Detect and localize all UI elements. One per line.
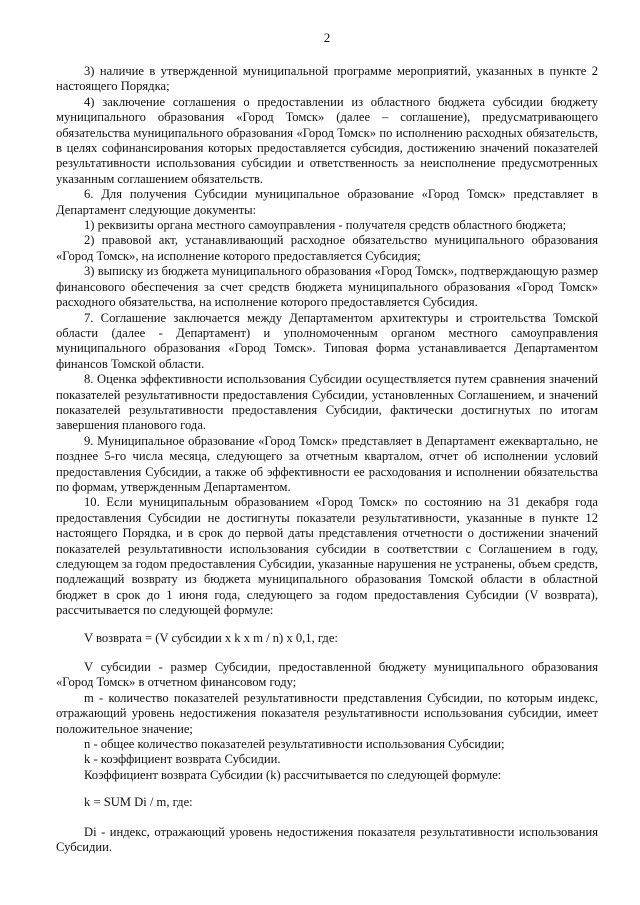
formula-k: k = SUM Di / m, где: — [84, 795, 193, 810]
definition-n: n - общее количество показателей результативности использования Субсидии; — [84, 737, 505, 752]
document-list-item-3: 3) выписку из бюджета муниципального образования «Город Томск», подтверждающую размер финансового обеспечения за счет средств бюджета муниципального образования «Город Томск» расходного обязательства, на исполнение которого предоставляется Субсидия. — [56, 264, 598, 310]
definition-v-subsidy: V субсидии - размер Субсидии, предоставленной бюджету муниципального образования «Город Томск» в отчетном финансовом году; — [56, 660, 598, 690]
document-list-item-1: 1) реквизиты органа местного самоуправления - получателя средств областного бюджета; — [84, 218, 567, 233]
document-page — [56, 30, 598, 856]
paragraph-8: 8. Оценка эффективности использования Субсидии осуществляется путем сравнения значений показателей результативности предоставления Субсидии, установленных Соглашением, и значений показателей результативности предоставления Субсидии, фактически достигнутых по итогам завершения планового года. — [56, 372, 598, 433]
paragraph-6: 6. Для получения Субсидии муниципальное образование «Город Томск» представляет в Департамент следующие документы: — [56, 187, 598, 217]
paragraph-7: 7. Соглашение заключается между Департаментом архитектуры и строительства Томской области (далее - Департамент) и уполномоченным органом местного самоуправления муниципального образования «Город Томск». Типовая форма устанавливается Департаментом финансов Томской области. — [56, 310, 598, 371]
paragraph-item-3: 3) наличие в утвержденной муниципальной программе мероприятий, указанных в пункте 2 настоящего Порядка; — [56, 64, 598, 94]
paragraph-10: 10. Если муниципальным образованием «Город Томск» по состоянию на 31 декабря года предоставления Субсидии не достигнуты показатели результативности, указанные в пункте 12 настоящего Порядка, и в срок до первой даты представления отчетности о достижении значений показателей результативности использования субсидии в соответствии с Соглашением в году, следующем за годом предоставления Субсидии, указанные нарушения не устранены, объем средств, подлежащий возврату из бюджета муниципального образования Томской области в областной бюджет в срок до 1 июня года, следующего за годом предоставления Субсидии (V возврата), рассчитывается по следующей формуле: — [56, 495, 598, 618]
definition-di: Di - индекс, отражающий уровень недостижения показателя результативности использования Субсидии. — [56, 824, 598, 855]
document-list-item-2: 2) правовой акт, устанавливающий расходное обязательство муниципального образования «Город Томск», на исполнение которого предоставляется Субсидия; — [56, 233, 598, 263]
page-number: 2 — [323, 30, 331, 45]
definition-m: m - количество показателей результативности представления Субсидии, по которым индекс, отражающий уровень недостижения показателя результативности использования субсидии, имеет положительное значение; — [56, 690, 598, 736]
paragraph-9: 9. Муниципальное образование «Город Томск» представляет в Департамент ежеквартально, не позднее 5-го числа месяца, следующего за отчетным кварталом, отчет об исполнении условий предоставления Субсидии, а также об эффективности ее расходования и исполнении обязательства по формам, утвержденным Департаментом. — [56, 433, 598, 494]
formula-v-return: V возврата = (V субсидии x k x m / n) x 0,1, где: — [84, 630, 338, 645]
coefficient-intro: Коэффициент возврата Субсидии (k) рассчитывается по следующей формуле: — [84, 767, 502, 782]
definition-k: k - коэффициент возврата Субсидии. — [84, 752, 281, 767]
paragraph-item-4: 4) заключение соглашения о предоставлении из областного бюджета субсидии бюджету муниципального образования «Город Томск» (далее – соглашение), предусматривающего обязательства муниципального образования «Город Томск» по исполнению расходных обязательств, в целях софинансирования которых предоставляется субсидия, достижению значений показателей результативности использования субсидии и ответственность за неисполнение предусмотренных указанным соглашением обязательств. — [56, 94, 598, 186]
